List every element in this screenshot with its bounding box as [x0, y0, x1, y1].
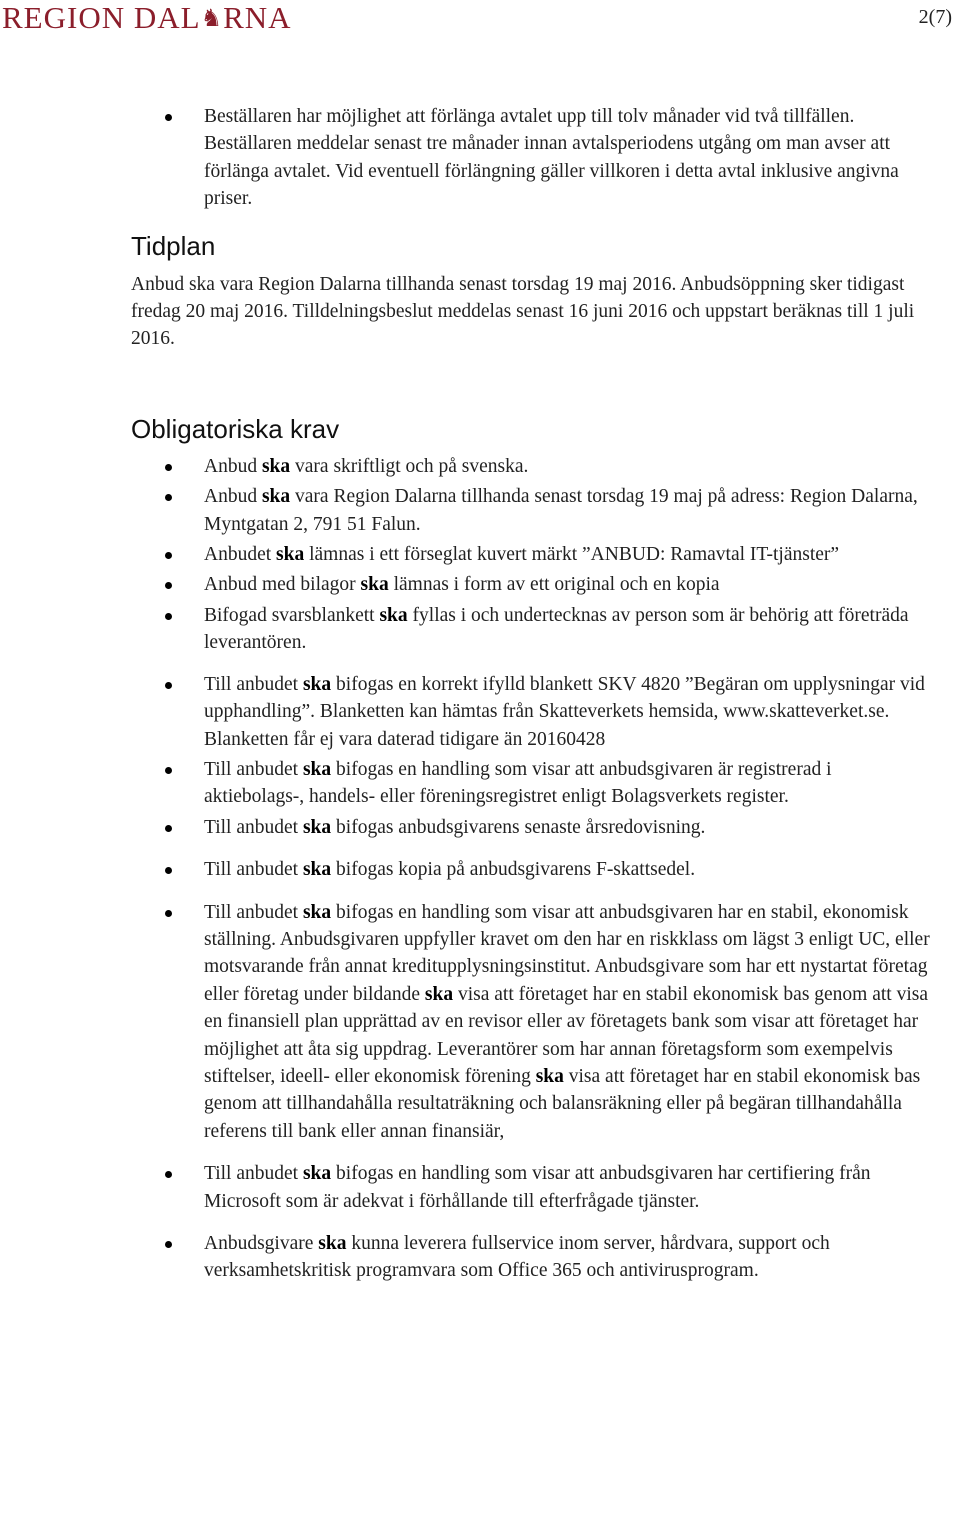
krav-heading: Obligatoriska krav	[131, 413, 340, 444]
list-item: Till anbudet ska bifogas en handling som visar att anbudsgivaren har en stabil, ekonomisk ställning. Anbudsgivaren uppfyller kravet om den har en riskklass om lägst 3 enligt UC, eller motsvarande från annat kreditupplysningsinstitut. Anbudsgivare som har ett nystartat företag eller företag under bildande ska visa att företaget har en stabil ekonomisk bas genom att visa en finansiell plan upprättad av en revisor eller av företagets bank som visar att företaget har möjlighet att åta sig uppdrag. Leverantörer som har annan företagsform som exempelvis stiftelser, ideell- eller ekonomisk förening ska visa att företaget har en stabil ekonomisk bas genom att tillhandahålla resultaträkning och balansräkning eller på begäran tillhandahålla referens till bank eller annan finansiär,	[131, 899, 931, 1146]
list-item: Beställaren har möjlighet att förlänga avtalet upp till tolv månader vid två tillfällen. Beställaren meddelar senast tre månader innan avtalsperiodens utgång om man avser att förlänga avtalet. Vid eventuell förlängning gäller villkoren i detta avtal inklusive angivna priser.	[131, 103, 931, 213]
list-item: Till anbudet ska bifogas anbudsgivarens senaste årsredovisning.	[131, 814, 931, 841]
list-item: Till anbudet ska bifogas en korrekt ifylld blankett SKV 4820 ”Begäran om upplysningar vid upphandling”. Blanketten kan hämtas från Skatteverkets hemsida, www.skatteverket.se. Blanketten får ej vara daterad tidigare än 20160428	[131, 671, 931, 753]
list-item: Anbudsgivare ska kunna leverera fullservice inom server, hårdvara, support och verksamhetskritisk programvara som Office 365 och antivirusprogram.	[131, 1230, 931, 1285]
bullet-icon	[165, 1171, 172, 1178]
tidplan-text: Anbud ska vara Region Dalarna tillhanda senast torsdag 19 maj 2016. Anbudsöppning sker tidigast fredag 20 maj 2016. Tilldelningsbeslut meddelas senast 16 juni 2016 och uppstart beräknas till 1 juli 2016.	[131, 273, 915, 350]
list-item: Anbud med bilagor ska lämnas i form av ett original och en kopia	[131, 571, 931, 598]
region-dalarna-logo: REGION DAL♞RNA	[2, 0, 292, 35]
page-number: 2(7)	[918, 6, 952, 28]
bullet-icon	[165, 1241, 172, 1248]
list-item: Anbud ska vara Region Dalarna tillhanda senast torsdag 19 maj på adress: Region Dalarna, Myntgatan 2, 791 51 Falun.	[131, 483, 931, 538]
bullet-icon	[165, 494, 172, 501]
bullet-icon	[165, 867, 172, 874]
intro-list	[0, 103, 931, 213]
document-body	[131, 103, 931, 1285]
bullet-icon	[165, 825, 172, 832]
list-item: Till anbudet ska bifogas kopia på anbudsgivarens F-skattsedel.	[131, 856, 931, 883]
bullet-icon	[165, 682, 172, 689]
list-item: Till anbudet ska bifogas en handling som visar att anbudsgivaren är registrerad i aktiebolags-, handels- eller föreningsregistret enligt Bolagsverkets register.	[131, 756, 931, 811]
tidplan-heading: Tidplan	[131, 230, 216, 261]
bullet-icon	[165, 114, 172, 121]
krav-list	[131, 453, 931, 1285]
dala-horse-icon: ♞	[200, 6, 224, 32]
bullet-icon	[165, 552, 172, 559]
bullet-icon	[165, 464, 172, 471]
list-item: Till anbudet ska bifogas en handling som visar att anbudsgivaren har certifiering från Microsoft som är adekvat i förhållande till efterfrågade tjänster.	[131, 1160, 931, 1215]
bullet-icon	[165, 582, 172, 589]
bullet-icon	[165, 767, 172, 774]
list-item: Anbudet ska lämnas i ett förseglat kuvert märkt ”ANBUD: Ramavtal IT-tjänster”	[131, 541, 931, 568]
bullet-icon	[165, 910, 172, 917]
list-item: Bifogad svarsblankett ska fyllas i och undertecknas av person som är behörig att företräda leverantören.	[131, 602, 931, 657]
bullet-icon	[165, 613, 172, 620]
list-item: Anbud ska vara skriftligt och på svenska.	[131, 453, 931, 480]
